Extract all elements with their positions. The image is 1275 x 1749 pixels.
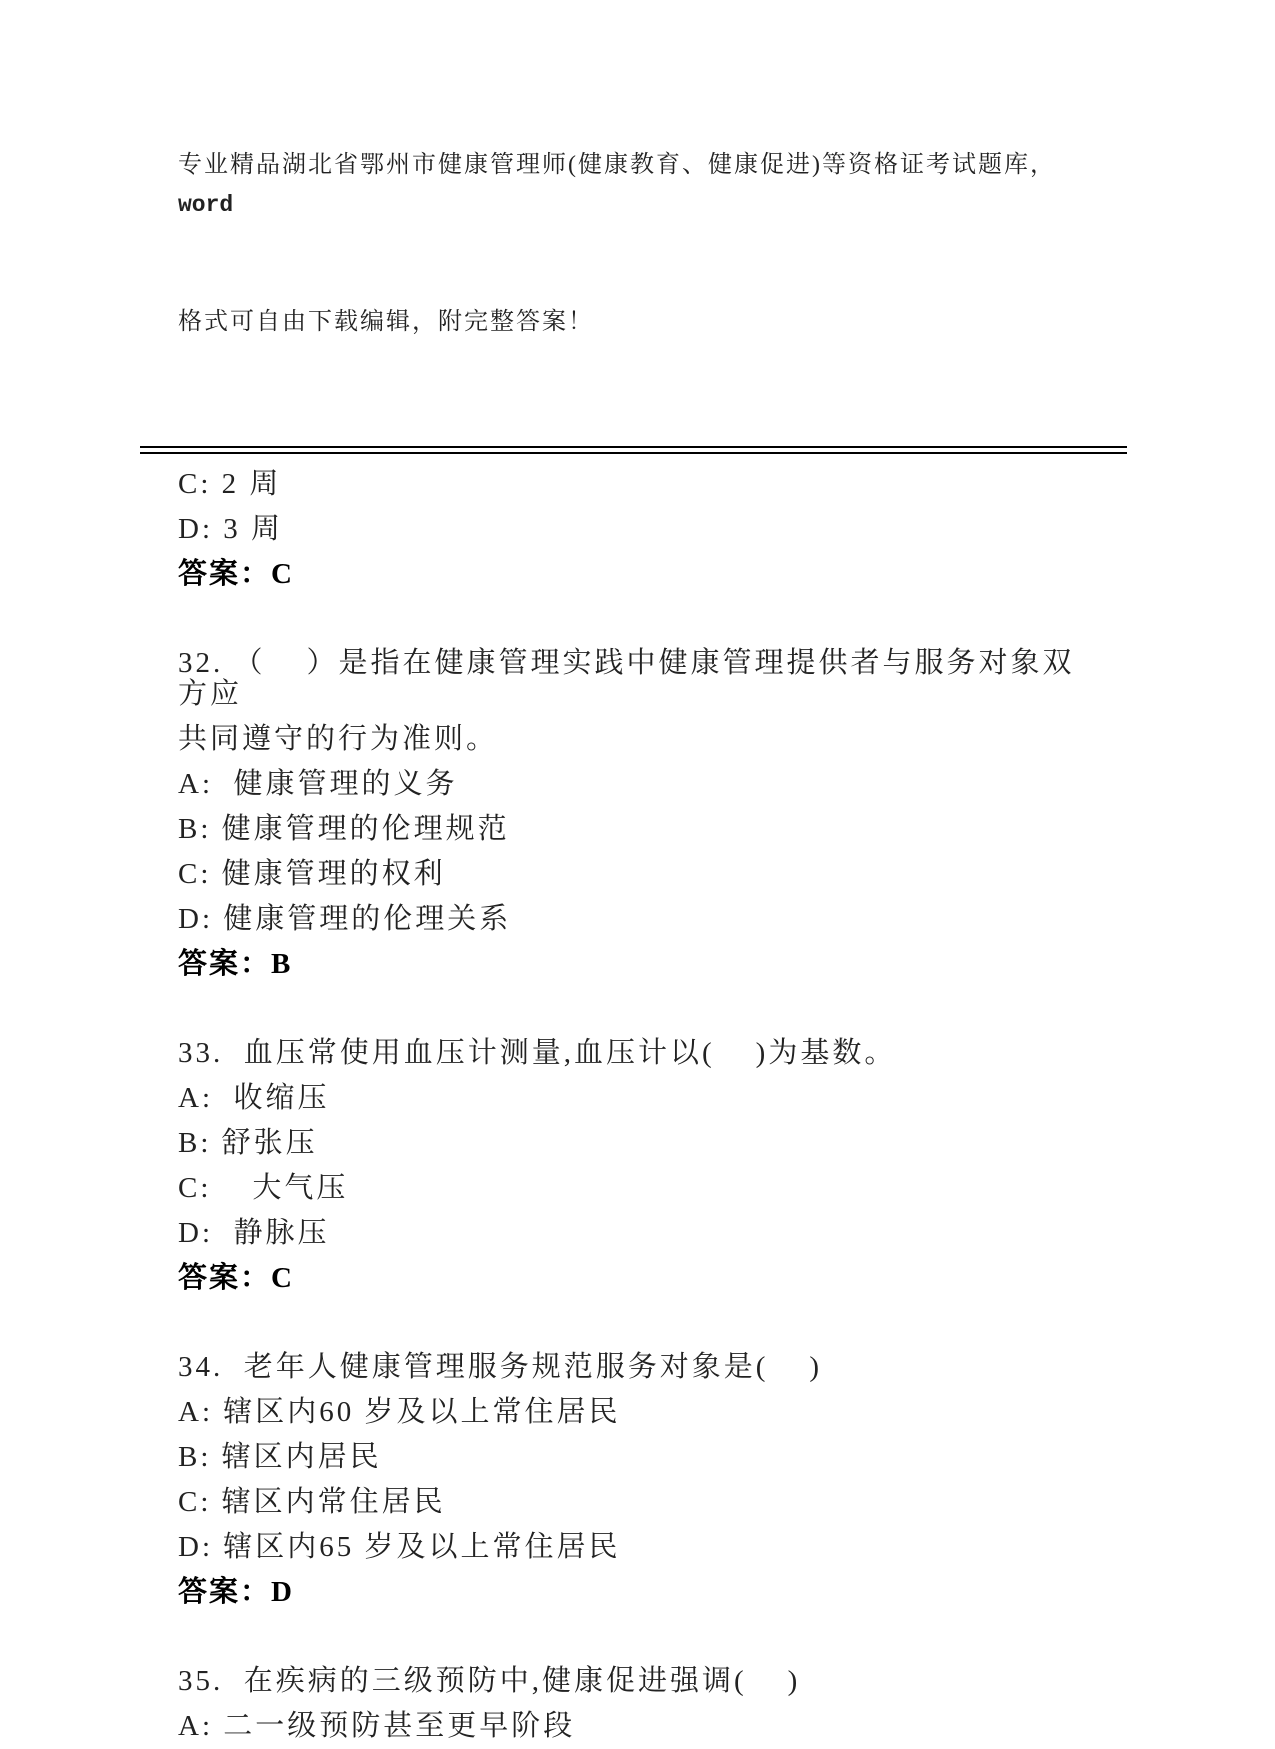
option-a: A: 辖区内60 岁及以上常住居民 <box>178 1396 621 1428</box>
question-31-tail <box>178 462 1105 597</box>
answer-line: 答案：C <box>178 1262 294 1294</box>
option-a: A: 健康管理的义务 <box>178 768 458 800</box>
answer-line: 答案：B <box>178 948 293 980</box>
option-a: A: 二一级预防甚至更早阶段 <box>178 1710 576 1742</box>
option-c: C: 大气压 <box>178 1172 349 1204</box>
document-header <box>178 68 1105 420</box>
question-32 <box>178 641 1105 987</box>
option-b: B: 健康管理的伦理规范 <box>178 813 510 845</box>
header-separator-rule <box>140 446 1127 454</box>
option-d: D: 辖区内65 岁及以上常住居民 <box>178 1531 621 1563</box>
option-b: B: 舒张压 <box>178 1127 318 1159</box>
question-34 <box>178 1345 1105 1615</box>
header-line-1 <box>178 146 1105 225</box>
header-line-2: 格式可自由下载编辑，附完整答案！ <box>178 309 594 335</box>
option-d: D: 静脉压 <box>178 1217 330 1249</box>
option-c: C: 健康管理的权利 <box>178 858 446 890</box>
answer-line: 答案：D <box>178 1576 294 1608</box>
option-d: D: 健康管理的伦理关系 <box>178 903 512 935</box>
question-32-text-line-2: 共同遵守的行为准则。 <box>178 723 499 755</box>
question-32-text-line-1: 32. （ ）是指在健康管理实践中健康管理提供者与服务对象双方应 <box>178 647 1075 710</box>
question-35-text: 35. 在疾病的三级预防中,健康促进强调( ) <box>178 1665 801 1697</box>
question-34-text: 34. 老年人健康管理服务规范服务对象是( ) <box>178 1351 823 1383</box>
document-body <box>178 462 1105 1749</box>
question-33 <box>178 1031 1105 1301</box>
question-35 <box>178 1659 1105 1749</box>
option-c: C: 2 周 <box>178 468 282 500</box>
question-33-text: 33. 血压常使用血压计测量,血压计以( )为基数。 <box>178 1037 897 1069</box>
header-line-1-cn: 专业精品湖北省鄂州市健康管理师(健康教育、健康促进)等资格证考试题库， <box>178 152 1056 178</box>
answer-line: 答案：C <box>178 558 294 590</box>
option-d: D: 3 周 <box>178 513 284 545</box>
option-a: A: 收缩压 <box>178 1082 330 1114</box>
header-line-1-en: word <box>178 192 234 218</box>
option-c: C: 辖区内常住居民 <box>178 1486 446 1518</box>
option-b: B: 辖区内居民 <box>178 1441 382 1473</box>
